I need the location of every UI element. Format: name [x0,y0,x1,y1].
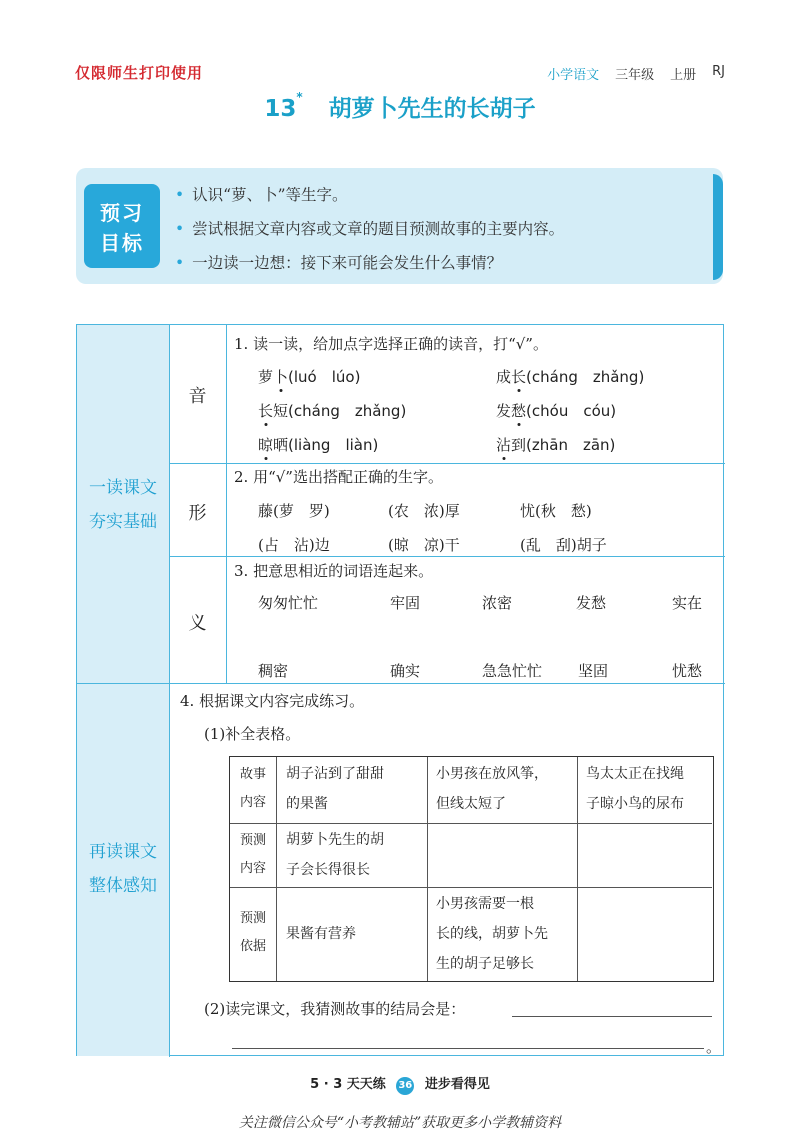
q1-item-1 [258,366,360,387]
goal-item: • 尝试根据文章内容或文章的题目预测故事的主要内容。 [175,212,564,246]
pinyin-options[interactable]: (chóu cóu) [526,402,617,420]
row1-label [230,761,276,817]
answer-line[interactable] [232,1048,704,1049]
label-line: 内容 [239,861,266,876]
footer-slogan: 进步看得见 [424,1077,490,1092]
label-line: 预测 [239,833,266,848]
cell-line: 子晾小鸟的尿布 [586,796,684,812]
pinyin-options[interactable]: (cháng zhǎng) [288,402,407,420]
q2-choice[interactable]: (农 浓)厚 [388,502,460,520]
q3-word-bottom[interactable]: 急急忙忙 [482,662,543,680]
goal-list [175,178,564,280]
q1-instruction: 1. 读一读，给加点字选择正确的读音，打“√”。 [234,335,548,353]
dotted-char: 沾 [496,436,512,454]
lesson-name: 胡萝卜先生的长胡子 [328,96,536,122]
cell-line: 小男孩在放风筝， [436,766,548,782]
q3-word-top[interactable]: 浓密 [482,594,513,612]
cell-line: 子会长得很长 [286,862,370,878]
grade-label: 三年级 [615,68,655,83]
q3-instruction: 3. 把意思相近的词语连起来。 [234,562,434,580]
q2-choice[interactable]: 忧(秋 愁) [520,502,592,520]
q3-word-top[interactable]: 发愁 [576,594,607,612]
word-part: 晒 [273,436,289,454]
q1-item-3 [258,400,406,421]
wechat-note: 关注微信公众号“小考教辅站”获取更多小学教辅资料 [238,1115,562,1131]
page-footer [0,1073,800,1095]
table-cell [286,759,384,819]
series-name: 5 · 3 天天练 [310,1077,386,1092]
section-1-line-1: 一读课文 [89,478,157,498]
dotted-char: 卜 [273,368,289,386]
pinyin-options[interactable]: (cháng zhǎng) [526,368,645,386]
lesson-star: * [296,90,303,104]
table-cell [436,889,548,979]
q1-item-4 [496,400,616,421]
book-info [547,64,725,83]
pinyin-options[interactable]: (luó lúo) [288,368,361,386]
label-line: 预测 [239,911,266,926]
answer-cell[interactable] [578,824,712,887]
cell-line: 生的胡子足够长 [436,956,534,972]
q3-word-top[interactable]: 匆匆忙忙 [258,594,319,612]
q2-choice[interactable]: 藤(萝 罗) [258,502,330,520]
label-shape: 形 [188,503,207,524]
page-number: 36 [396,1077,414,1095]
q3-word-bottom[interactable]: 坚固 [578,662,609,680]
label-line: 依据 [239,939,266,954]
dotted-char: 晾 [258,436,274,454]
table-cell [436,759,548,819]
prediction-table [229,756,714,982]
q3-word-bottom[interactable]: 稠密 [258,662,289,680]
q4-instruction: 4. 根据课文内容完成练习。 [180,692,365,710]
q4-part2: (2)读完课文，我猜测故事的结局会是： [204,1000,466,1018]
section-1-label [77,471,169,539]
answer-cell[interactable] [578,888,712,981]
table-cell: 果酱有营养 [286,926,356,942]
word-part: 发 [496,402,512,420]
badge-line-1: 预习 [100,201,144,225]
cell-line: 长的线，胡萝卜先 [436,926,548,942]
label-meaning: 义 [188,613,207,634]
q1-item-6 [496,434,615,455]
table-cell [286,825,384,885]
section-2-line-2: 整体感知 [89,876,157,896]
word-part: 到 [511,436,527,454]
section-1-line-2: 夯实基础 [89,512,157,532]
label-line: 内容 [239,795,266,810]
answer-cell[interactable] [428,824,577,887]
q1-item-5 [258,434,378,455]
q2-choice[interactable]: (晾 凉)干 [388,536,460,554]
q2-choice[interactable]: (乱 刮)胡子 [520,536,607,554]
q3-word-top[interactable]: 牢固 [390,594,421,612]
section-2-label [77,835,169,903]
section-2-line-1: 再读课文 [89,842,157,862]
q2-choice[interactable]: (占 沾)边 [258,536,330,554]
q3-word-top[interactable]: 实在 [672,594,703,612]
volume-label: 上册 [670,68,697,83]
label-sound: 音 [188,386,207,407]
row2-label [230,827,276,883]
print-note: 仅限师生打印使用 [75,64,204,82]
cell-line: 小男孩需要一根 [436,896,534,912]
q2-instruction: 2. 用“√”选出搭配正确的生字。 [234,468,443,486]
goal-item: • 一边读一边想：接下来可能会发生什么事情？ [175,246,564,280]
subject-label: 小学语文 [547,68,600,83]
pinyin-options[interactable]: (liàng liàn) [288,436,379,454]
q3-word-bottom[interactable]: 确实 [390,662,421,680]
edition-label: RJ [712,64,725,79]
answer-line[interactable] [512,1016,712,1017]
dotted-char: 长 [258,402,274,420]
cell-line: 鸟太太正在找绳 [586,766,684,782]
word-part: 短 [273,402,289,420]
dotted-char: 愁 [511,402,527,420]
cell-line: 胡子沾到了甜甜 [286,766,384,782]
row3-label [230,905,276,961]
q3-word-bottom[interactable]: 忧愁 [672,662,703,680]
badge-line-2: 目标 [100,231,144,255]
cell-line: 的果酱 [286,796,328,812]
cell-line: 但线太短了 [436,796,506,812]
label-line: 故事 [239,767,266,782]
word-part: 成 [496,368,512,386]
q1-item-2 [496,366,644,387]
answer-period: 。 [706,1038,722,1056]
lesson-number: 13 [264,96,297,122]
preview-goals-badge [84,184,160,268]
pinyin-options[interactable]: (zhān zān) [526,436,616,454]
word-part: 萝 [258,368,274,386]
cell-line: 胡萝卜先生的胡 [286,832,384,848]
lesson-title [0,90,800,123]
table-cell [586,759,684,819]
q4-part1: (1)补全表格。 [204,725,301,743]
goal-item: • 认识“萝、卜”等生字。 [175,178,564,212]
dotted-char: 长 [511,368,527,386]
